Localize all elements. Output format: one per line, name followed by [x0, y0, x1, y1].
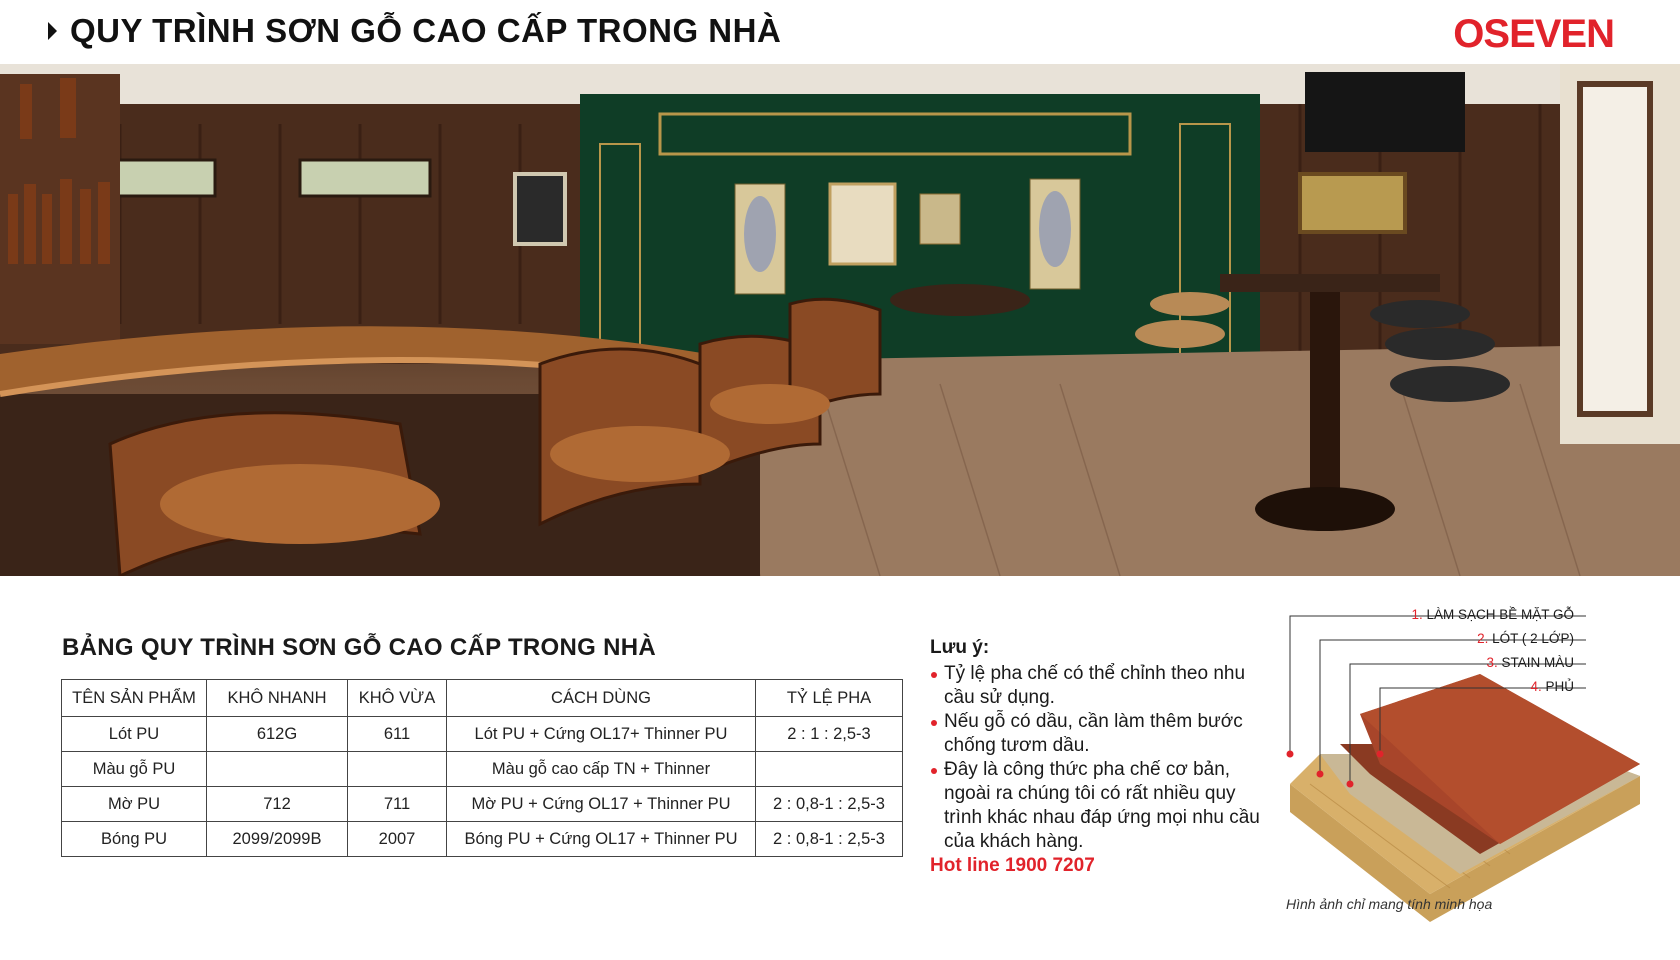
table-cell [348, 752, 447, 787]
page-title: QUY TRÌNH SƠN GỖ CAO CẤP TRONG NHÀ [70, 12, 782, 49]
layer-number: 1. [1411, 607, 1423, 622]
table-header-row [62, 680, 903, 717]
table-cell: Màu gỗ PU [62, 752, 207, 787]
table-cell [756, 752, 903, 787]
layer-label-primer [1477, 631, 1574, 646]
bullet-dot-icon [931, 720, 937, 726]
table-cell: 712 [207, 787, 348, 822]
column-header: KHÔ NHANH [207, 680, 348, 717]
table-row [62, 717, 903, 752]
wood-block-illustration [1280, 604, 1680, 924]
column-header: KHÔ VỪA [348, 680, 447, 717]
page-header [0, 0, 1680, 64]
bar-interior-photo [0, 64, 1680, 576]
table-cell: Bóng PU + Cứng OL17 + Thinner PU [447, 822, 756, 857]
process-table [61, 679, 903, 857]
table-cell: Mờ PU [62, 787, 207, 822]
hero-illustration [0, 64, 1680, 576]
note-text: Tỷ lệ pha chế có thể chỉnh theo nhu cầu sử dụng. [944, 663, 1246, 708]
column-header: TỶ LỆ PHA [756, 680, 903, 717]
note-item [930, 662, 1260, 710]
table-cell: Màu gỗ cao cấp TN + Thinner [447, 752, 756, 787]
bullet-dot-icon [931, 672, 937, 678]
table-title: BẢNG QUY TRÌNH SƠN GỖ CAO CẤP TRONG NHÀ [62, 634, 656, 661]
layer-number: 2. [1477, 631, 1489, 646]
notes-title: Lưu ý: [930, 637, 990, 658]
table-row [62, 787, 903, 822]
table-cell: Mờ PU + Cứng OL17 + Thinner PU [447, 787, 756, 822]
layer-text: STAIN MÀU [1501, 655, 1574, 670]
diagram-caption: Hình ảnh chỉ mang tính minh họa [1286, 896, 1493, 912]
note-text: Đây là công thức pha chế cơ bản, ngoài ra chúng tôi có rất nhiều quy trình khác nhau đáp ứng mọi nhu cầu của khách hàng. [944, 759, 1260, 852]
table-cell: 2 : 1 : 2,5-3 [756, 717, 903, 752]
column-header: CÁCH DÙNG [447, 680, 756, 717]
table-cell: 2007 [348, 822, 447, 857]
table-cell: 2 : 0,8-1 : 2,5-3 [756, 822, 903, 857]
layer-text: LÓT ( 2 LỚP) [1492, 631, 1574, 646]
table-cell: 612G [207, 717, 348, 752]
bullet-dot-icon [931, 768, 937, 774]
note-item [930, 710, 1260, 758]
layer-label-coat [1530, 679, 1574, 694]
table-cell: Bóng PU [62, 822, 207, 857]
column-header: TÊN SẢN PHẨM [62, 680, 207, 717]
note-text: Nếu gỗ có dầu, cần làm thêm bước chống tươm dầu. [944, 711, 1243, 756]
layer-text: LÀM SẠCH BỀ MẶT GỖ [1426, 607, 1574, 622]
layer-text: PHỦ [1545, 679, 1574, 694]
layer-number: 4. [1530, 679, 1542, 694]
table-row [62, 752, 903, 787]
table-cell: 2099/2099B [207, 822, 348, 857]
notes-block [930, 636, 1260, 878]
table-cell [207, 752, 348, 787]
note-item [930, 758, 1260, 854]
table-cell: 611 [348, 717, 447, 752]
wood-layer-diagram [1280, 604, 1680, 924]
table-row [62, 822, 903, 857]
layer-label-clean [1411, 607, 1574, 622]
layer-number: 3. [1486, 655, 1498, 670]
layer-label-stain [1486, 655, 1574, 670]
brand-logo: OSEVEN [1453, 12, 1614, 56]
title-arrow-icon [48, 22, 57, 40]
table-cell: Lót PU + Cứng OL17+ Thinner PU [447, 717, 756, 752]
table-cell: Lót PU [62, 717, 207, 752]
table-cell: 2 : 0,8-1 : 2,5-3 [756, 787, 903, 822]
hotline: Hot line 1900 7207 [930, 855, 1095, 876]
table-cell: 711 [348, 787, 447, 822]
